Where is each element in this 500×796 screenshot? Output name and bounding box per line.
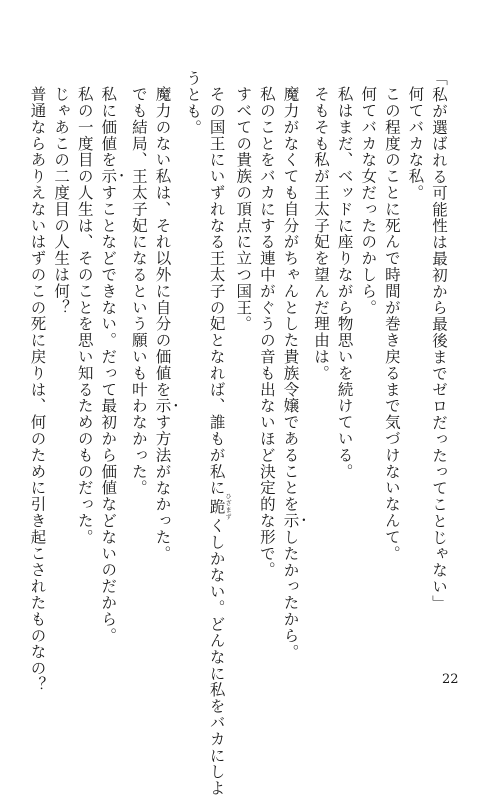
text-segment: 魔力がなくても自分がちゃんとした貴族令嬢であることを	[281, 85, 300, 512]
text-line	[96, 70, 127, 644]
text-line	[150, 70, 181, 630]
text-line: 何てバカな私。	[406, 85, 425, 201]
text-line: 私はまだ、ベッドに座りながら物思いを続けている。	[335, 85, 354, 480]
text-line: 私のことをバカにする連中がぐうの音も出ないほど決定的な形で。	[257, 85, 276, 578]
emphasized-text: 示	[153, 397, 172, 414]
text-segment: くしかない。どんなに私をバカにしよ	[207, 517, 226, 796]
ruby-word	[207, 492, 232, 521]
text-line: すべての貴族の頂点に立つ国王。	[234, 85, 253, 332]
ruby-base: 跪	[207, 492, 226, 521]
text-line: うとも。	[184, 70, 203, 136]
text-line: じゃあこの二度目の人生は何？	[52, 85, 71, 316]
vertical-text-block	[25, 70, 450, 796]
emphasized-text: 示	[99, 167, 118, 184]
text-line: 「私が選ばれる可能性は最初から最後までゼロだったってことじゃない」	[430, 70, 448, 612]
text-line	[278, 70, 309, 660]
text-line: この程度のことに死んで時間が巻き戻るまで気づけないなんて。	[382, 85, 401, 562]
text-segment: す方法がなかった。	[153, 413, 172, 562]
text-segment: 私に価値を	[99, 85, 118, 168]
text-segment: 魔力のない私は、それ以外に自分の価値を	[153, 85, 172, 398]
text-line: 何てバカな女だったのかしら。	[359, 85, 378, 316]
emphasized-text: 示	[281, 511, 300, 529]
text-line: 私の一度目の人生は、そのことを思い知るためのものだった。	[75, 85, 94, 545]
text-segment: したかったから。	[281, 528, 300, 660]
text-segment: その国王にいずれなる王太子の妃となれば、誰もが私に	[207, 85, 226, 496]
ruby-reading: ひざまず	[224, 492, 232, 521]
page-number: 22	[442, 672, 459, 687]
text-line: 普通ならありえないはずのこの死に戻りは、何のために引き起こされたものなの？	[28, 85, 47, 693]
text-line: でも結局、王太子妃になるという願いも叶わなかった。	[129, 85, 148, 496]
text-segment: すことなどできない。だって最初から価値などないのだから。	[99, 183, 118, 644]
text-line: そもそも私が王太子妃を望んだ理由は。	[312, 85, 331, 381]
text-line	[204, 70, 232, 796]
